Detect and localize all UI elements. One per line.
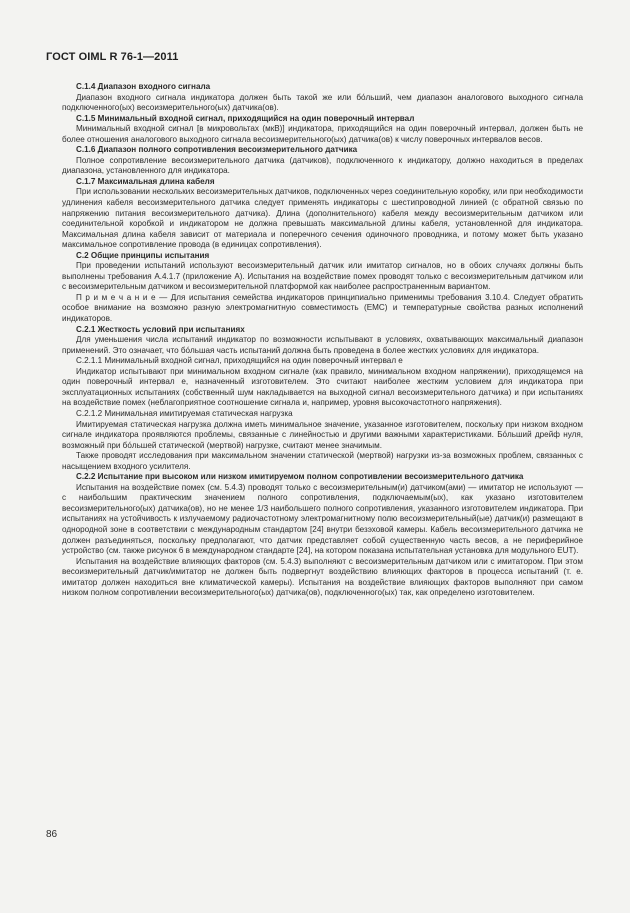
section-heading: С.2.2 Испытание при высоком или низком имитируемом полном сопротивлении весоизмерительного датчика: [76, 472, 524, 482]
body-paragraph: Минимальный входной сигнал [в микровольтах (мкВ)] индикатора, приходящийся на один поверочный интервал, должен быть не более отношения аналогового выходного сигнала весоизмерительного(ых) датчика(ов) к числу поверочных интервалов весов.: [62, 124, 583, 144]
page-number: 86: [46, 829, 58, 840]
section-heading: С.2 Общие принципы испытания: [76, 250, 210, 260]
body-paragraph: Индикатор испытывают при минимальном входном сигнале (как правило, минимальном входном напряжении), приходящемся на один поверочный интервал e, назначенный изготовителем. Это считают наиболее жестким условием для индикатора при эксплуатационных испытаниях (собственный шум накладывается на выходной сигнал весоизмерительного датчика) и при испытаниях на воздействие помех (неблагоприятное соотношение сигнала и, например, уровня высокочастотного напряжения).: [62, 366, 583, 408]
body-paragraph: Испытания на воздействие влияющих факторов (см. 5.4.3) выполняют с весоизмерительным датчиком или с имитатором. При этом весоизмерительный датчик/имитатор не должен быть подвергнут воздействию влияющих факторов в процесса испытаний (т. е. имитатор должен находиться вне климатической камеры). Испытания на воздействие влияющих факторов выполняют при самом низком полном сопротивлении весоизмерительного(ых) датчика(ов), подключенного(ых) так, как определено изготовителем.: [62, 556, 583, 598]
body-paragraph: П р и м е ч а н и е — Для испытания семейства индикаторов принципиально применимы требования 3.10.4. Следует обратить особое внимание на возможно разную электромагнитную совместимость (ЕМС) и температурные свойства разных исполнений индикаторов.: [62, 292, 583, 324]
body-paragraph: С.2.1.2 Минимальная имитируемая статическая нагрузка: [76, 408, 293, 418]
body-paragraph: Диапазон входного сигнала индикатора должен быть такой же или бо́льший, чем диапазон аналогового выходного сигнала подключенного(ых) весоизмерительного(ых) датчика(ов).: [62, 92, 583, 113]
document-body: [62, 82, 583, 599]
document-header: ГОСТ OIML R 76-1—2011: [46, 51, 179, 63]
section-heading: С.1.7 Максимальная длина кабеля: [76, 176, 215, 186]
section-heading: С.1.6 Диапазон полного сопротивления весоизмерительного датчика: [76, 145, 358, 155]
section-heading: С.1.5 Минимальный входной сигнал, приходящийся на один поверочный интервал: [76, 113, 415, 123]
body-paragraph: Для уменьшения числа испытаний индикатор по возможности испытывают в условиях, охватывающих максимальный диапазон применений. Это означает, что бо́льшая часть испытаний должна быть проведена в более жестких условиях для индикатора.: [62, 335, 583, 355]
body-paragraph: Полное сопротивление весоизмерительного датчика (датчиков), подключенного к индикатору, должно находиться в пределах диапазона, установленного для индикатора.: [62, 155, 583, 176]
body-paragraph: Также проводят исследования при максимальном значении статической (мертвой) нагрузки из-за возможных проблем, связанных с насыщением входного усилителя.: [62, 451, 583, 471]
section-heading: С.1.4 Диапазон входного сигнала: [76, 82, 211, 91]
section-heading: С.2.1 Жесткость условий при испытаниях: [76, 324, 245, 334]
body-paragraph: С.2.1.1 Минимальный входной сигнал, приходящийся на один поверочный интервал e: [76, 356, 403, 366]
body-paragraph: Имитируемая статическая нагрузка должна иметь минимальное значение, указанное изготовителем, поскольку при низком входном сигнале индикатора проявляются проблемы, связанные с линейностью и другими важными характеристиками. Бо́льший дрейф нуля, возможный при бо́льшей статической (мертвой) нагрузке, считают менее значимым.: [62, 419, 583, 450]
body-paragraph: При использовании нескольких весоизмерительных датчиков, подключенных через соединительную коробку, или при необходимости удлинения кабеля весоизмерительного датчика следует применять индикаторы с шестипроводной линией (с обратной связью по напряжению питания весоизмерительного датчика). Длина (дополнительного) кабеля между весоизмерительным датчиком или соединительной коробкой и индикатором не должна превышать максимальной длины кабеля, установленной для индикатора. Максимальная длина кабеля зависит от материала и поперечного сечения одиночного проводника, и потому может быть указано максимальное сопротивление провода (в единицах сопротивления).: [62, 187, 583, 250]
body-paragraph: При проведении испытаний используют весоизмерительный датчик или имитатор сигналов, но в обоих случаях должны быть выполнены требования А.4.1.7 (приложение А). Испытания на воздействие помех проводят только с весоизмерительным датчиком или с весоизмерительным датчиком и весоизмерительной платформой как наиболее распространенным вариантом.: [62, 261, 583, 292]
body-paragraph: Испытания на воздействие помех (см. 5.4.3) проводят только с весоизмерительным(и) датчиком(ами) — имитатор не используют — с наибольшим практическим значением полного сопротивления, подключаемым(ых), как указано изготовителем весоизмерительного(ых) датчика(ов), но не менее 1/3 наибольшего полного сопротивления, указанного изготовителем индикатора. При испытаниях на устойчивость к излучаемому радиочастотному электромагнитному полю весоизмерительный(ые) датчик(и) размещают в однородной зоне в соответствии с международным стандартом [24] внутри безэховой камеры. Кабель весоизмерительного датчика не должен разъединяться, поскольку предполагают, что датчик представляет собой существенную часть весов, а не периферийное устройство (см. также рисунок 6 в международном стандарте [24], на котором показана испытательная установка для модульного EUT).: [62, 482, 583, 556]
